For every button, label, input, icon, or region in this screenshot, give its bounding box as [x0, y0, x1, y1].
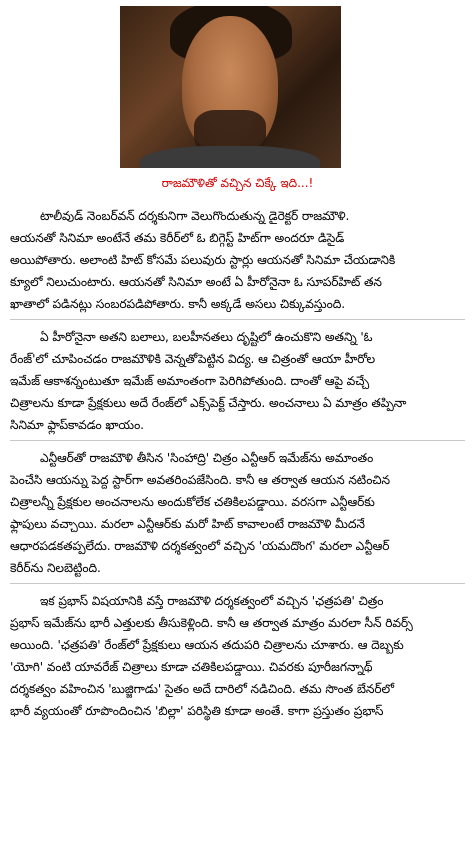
text-line: అయింది. 'ఛత్రపతి' రేంజ్‌లో ప్రేక్షకులు ఆయన తదుపరి చిత్రాలను చూశారు. ఆ దెబ్బకు: [10, 638, 404, 652]
text-line: చిత్రాలన్నీ ప్రేక్షకుల అంచనాలను అందుకోలేక చతికిలపడ్డాయి. వరసగా ఎన్టీఆర్‌కు: [10, 495, 375, 509]
text-line: ఎన్టీఆర్‌తో రాజమౌళి తీసిన 'సింహాద్రి' చిత్రం ఎన్టీఆర్ ఇమేజ్‌ను అమాంతం: [40, 451, 374, 465]
article-paragraph: [10, 326, 465, 436]
photo-caption: రాజమౌళితో వచ్చిన చిక్కే ఇది...!: [161, 176, 314, 190]
text-line: రేంజ్‌'లో చూపించడం రాజమౌళికి వెన్నతోపెట్టిన విద్య. ఆ చిత్రంతో ఆయా హీరోల: [10, 352, 376, 366]
paragraph-divider: [10, 319, 465, 320]
article-paragraph: [10, 590, 465, 722]
text-line: ఇమేజ్ ఆకాశన్నంటుతూ ఇమేజ్ అమాంతంగా పెరిగిపోతుంది. దాంతో ఆపై వచ్చే: [10, 374, 370, 388]
text-line: ఇక ప్రభాస్ విషయానికి వస్తే రాజమౌళి దర్శకత్వంలో వచ్చిన 'ఛత్రపతి' చిత్రం: [40, 594, 384, 608]
text-line: కెరీర్‌ను నిలబెట్టింది.: [10, 561, 101, 575]
article-body: [10, 205, 465, 726]
director-photo: [120, 6, 341, 168]
text-line: ఫ్లాపులు వచ్చాయి. మరలా ఎన్టీఆర్‌కు మరో హిట్ కావాలంటే రాజమౌళి మీదనే: [10, 517, 365, 531]
paragraph-divider: [10, 583, 465, 584]
text-line: ఆయనతో సినిమా అంటేనే తమ కెరీర్‌లో ఓ బిగ్గెస్ట్ హిట్‌గా అందరూ డిసైడ్: [10, 231, 345, 245]
text-line: క్యూలో నిలుచుంటారు. ఆయనతో సినిమా అంటే ఏ హీరోనైనా ఓ సూపర్‌హిట్ తన: [10, 275, 382, 289]
text-line: దర్శకత్వం వహించిన 'బుజ్జిగాడు' సైతం అదే దారిలో నడిచింది. తమ సొంత బేనర్‌లో: [10, 682, 394, 696]
article-paragraph: [10, 447, 465, 579]
text-line: సినిమా ఫ్లాప్‌కావడం ఖాయం.: [10, 418, 144, 432]
text-line: చిత్రాలను కూడా ప్రేక్షకులు అదే రేంజ్‌లో ఎక్స్‌పెక్ట్ చేస్తారు. అంచనాలు ఏ మాత్రం తప్పినా: [10, 396, 407, 410]
text-line: ప్రభాస్ ఇమేజ్‌ను భారీ ఎత్తులకు తీసుకెళ్లింది. కానీ ఆ తర్వాత మాత్రం మరలా సీన్ రివర్స్: [10, 616, 413, 630]
text-line: ఆధారపడకతప్పలేదు. రాజమౌళి దర్శకత్వంలో వచ్చిన 'యమదొంగ' మరలా ఎన్టీఆర్: [10, 539, 390, 553]
paragraph-divider: [10, 440, 465, 441]
text-line: 'యోగి' వంటి యావరేజ్ చిత్రాలు కూడా చతికిలపడ్డాయి. చివరకు పూరీజగన్నాథ్: [10, 660, 373, 674]
text-line: భారీ వ్యయంతో రూపొందించిన 'బిల్లా' పరిస్థితి కూడా అంతే. కాగా ప్రస్తుతం ప్రభాస్: [10, 704, 384, 718]
text-line: ఖాతాలో పడినట్లు సంబరపడిపోతారు. కానీ అక్కడే అసలు చిక్కువస్తుంది.: [10, 297, 345, 311]
article-paragraph: [10, 205, 465, 315]
text-line: ఏ హీరోనైనా అతని బలాలు, బలహీనతలు దృష్టిలో ఉంచుకొని అతన్ని 'ఓ: [40, 330, 373, 344]
photo-shirt: [140, 146, 320, 168]
text-line: టాలీవుడ్ నెంబర్‌వన్ దర్శకునిగా వెలుగొందుతున్న డైరెక్టర్ రాజమౌళి.: [40, 209, 350, 223]
text-line: పెంచేసి ఆయన్ను పెద్ద స్టార్‌గా అవతరింపజేసింది. కానీ ఆ తర్వాత ఆయన నటించిన: [10, 473, 390, 487]
text-line: అయిపోతారు. అలాంటి హిట్ కోసమే పలువురు స్టార్లు ఆయనతో సినిమా చేయడానికి: [10, 253, 396, 267]
